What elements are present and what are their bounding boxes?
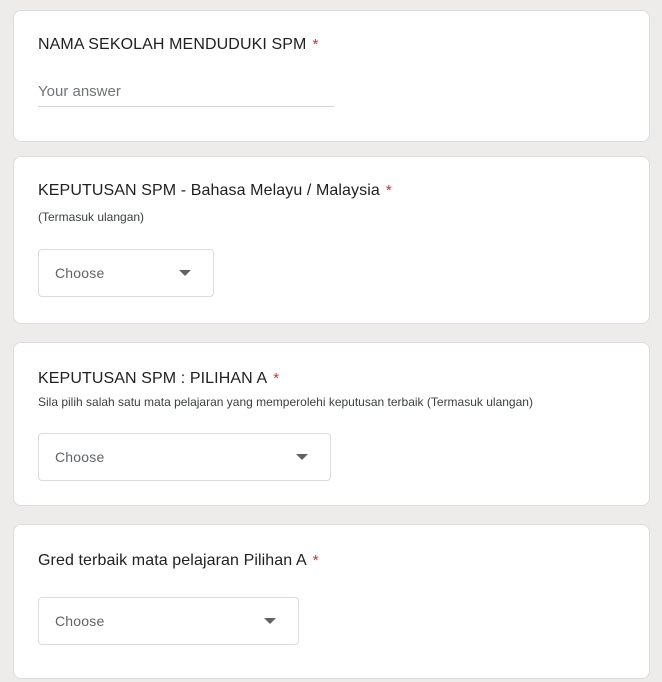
dropdown-value: Choose xyxy=(55,613,105,629)
question-title xyxy=(38,181,625,200)
question-title xyxy=(38,369,625,388)
question-description: (Termasuk ulangan) xyxy=(38,210,145,224)
question-description: Sila pilih salah satu mata pelajaran yang memperolehi keputusan terbaik (Termasuk ulangan) xyxy=(38,395,533,409)
required-asterisk: * xyxy=(385,182,392,199)
dropdown-pilihan-a[interactable] xyxy=(38,433,331,481)
dropdown-bahasa-melayu[interactable] xyxy=(38,249,214,297)
question-title-text: KEPUTUSAN SPM - Bahasa Melayu / Malaysia xyxy=(38,182,380,199)
question-title xyxy=(38,35,625,54)
dropdown-value: Choose xyxy=(55,265,105,281)
question-title-text: NAMA SEKOLAH MENDUDUKI SPM xyxy=(38,36,307,53)
short-answer-input[interactable] xyxy=(38,81,334,107)
required-asterisk: * xyxy=(312,36,319,53)
dropdown-gred-terbaik[interactable] xyxy=(38,597,299,645)
question-card-gred-terbaik xyxy=(13,524,650,679)
dropdown-arrow-icon xyxy=(179,270,191,276)
required-asterisk: * xyxy=(273,370,280,387)
dropdown-arrow-icon xyxy=(296,454,308,460)
question-card-bahasa-melayu xyxy=(13,156,650,324)
required-asterisk: * xyxy=(312,552,319,569)
dropdown-arrow-icon xyxy=(264,618,276,624)
question-title xyxy=(38,551,625,570)
question-title-text: KEPUTUSAN SPM : PILIHAN A xyxy=(38,370,268,387)
question-title-text: Gred terbaik mata pelajaran Pilihan A xyxy=(38,552,307,569)
question-card-nama-sekolah xyxy=(13,10,650,142)
question-card-pilihan-a xyxy=(13,342,650,506)
dropdown-value: Choose xyxy=(55,449,105,465)
